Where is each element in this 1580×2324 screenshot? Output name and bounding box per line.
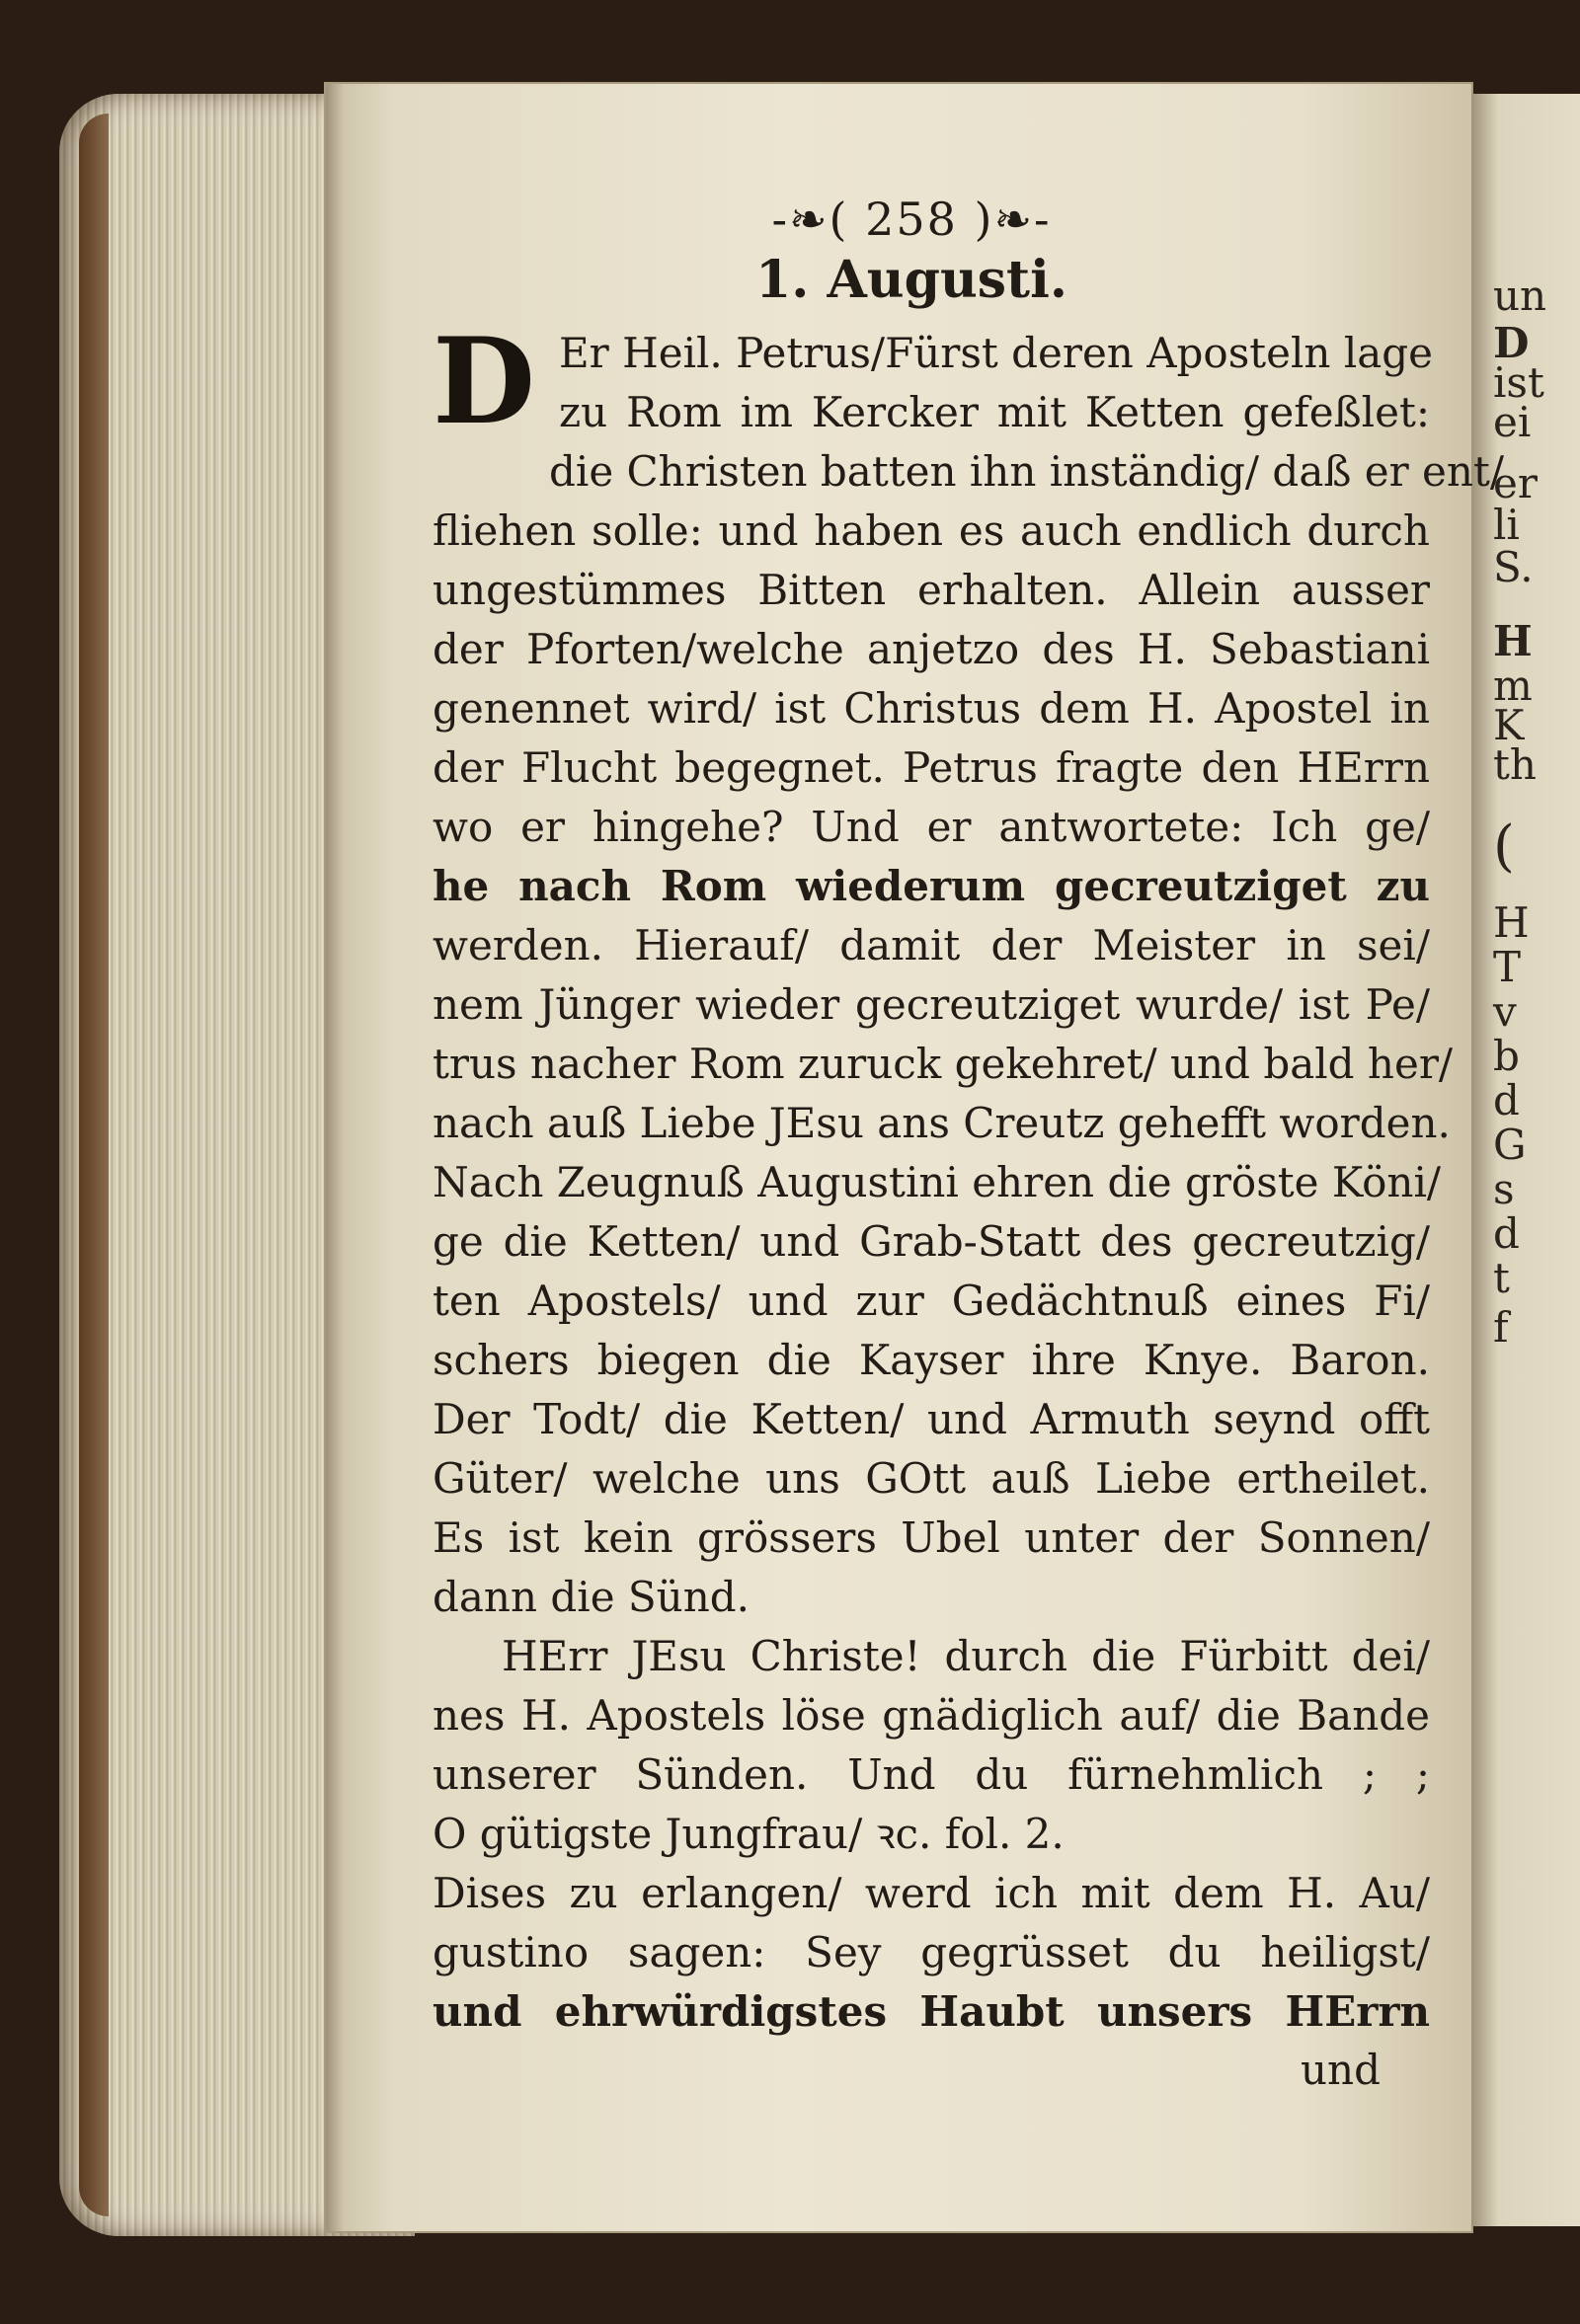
page-title: 1. Augusti. bbox=[755, 250, 1067, 310]
text-line: Der Todt/ die Ketten/ und Armuth seynd offt bbox=[433, 1395, 1430, 1443]
facing-fragment: f bbox=[1493, 1303, 1509, 1352]
text-line: he nach Rom wiederum gecreutziget zu bbox=[433, 862, 1430, 910]
opening-paragraph bbox=[433, 312, 1504, 1627]
text-line: fliehen solle: und haben es auch endlich durch bbox=[433, 506, 1430, 555]
text-line: unserer Sünden. Und du fürnehmlich ; ; bbox=[433, 1750, 1430, 1799]
drop-cap: D bbox=[433, 312, 536, 451]
facing-fragment: er bbox=[1493, 459, 1538, 507]
facing-fragment: ei bbox=[1493, 398, 1532, 446]
closing-paragraph bbox=[433, 1864, 1430, 2042]
text-line: genennet wird/ ist Christus dem H. Apostel in bbox=[433, 684, 1430, 733]
text-line: Nach Zeugnuß Augustini ehren die gröste Köni/ bbox=[433, 1158, 1442, 1206]
page-gutter-shadow bbox=[326, 84, 344, 2231]
facing-fragment: S. bbox=[1493, 543, 1534, 591]
facing-fragment: th bbox=[1493, 740, 1537, 789]
text-line: trus nacher Rom zuruck gekehret/ und bald her/ bbox=[433, 1040, 1454, 1088]
text-line: Es ist kein grössers Ubel unter der Sonnen/ bbox=[433, 1513, 1430, 1562]
facing-fragment: v bbox=[1493, 987, 1517, 1036]
facing-fragment: un bbox=[1493, 271, 1547, 320]
facing-fragment: d bbox=[1493, 1076, 1520, 1124]
text-line: werden. Hierauf/ damit der Meister in sei/ bbox=[433, 921, 1430, 969]
catchword: und bbox=[1301, 2046, 1381, 2094]
text-line: dann die Sünd. bbox=[433, 1573, 750, 1621]
facing-fragment: K bbox=[1493, 701, 1525, 749]
facing-fragment: b bbox=[1493, 1032, 1520, 1080]
text-line: O gütigste Jungfrau/ ꝛc. fol. 2. bbox=[433, 1810, 1065, 1858]
facing-fragment: ( bbox=[1493, 814, 1515, 879]
facing-fragment: m bbox=[1493, 661, 1533, 710]
facing-fragment: li bbox=[1493, 501, 1520, 549]
page-text bbox=[433, 193, 1504, 2094]
text-line: Er Heil. Petrus/Fürst deren Aposteln lage bbox=[559, 329, 1434, 377]
facing-fragment: H bbox=[1493, 617, 1533, 665]
text-line: der Flucht begegnet. Petrus fragte den HErrn bbox=[433, 743, 1430, 792]
text-line: wo er hingehe? Und er antwortete: Ich ge/ bbox=[433, 803, 1430, 851]
page-number: -❧( 258 )❧- bbox=[771, 193, 1052, 246]
prayer-paragraph bbox=[433, 1627, 1430, 1864]
facing-page-edge bbox=[1471, 94, 1580, 2226]
text-line: ten Apostels/ und zur Gedächtnuß eines Fi/ bbox=[433, 1277, 1430, 1325]
text-line: ungestümmes Bitten erhalten. Allein ausser bbox=[433, 566, 1430, 614]
facing-fragment: ist bbox=[1493, 358, 1544, 407]
text-line: nem Jünger wieder gecreutziget wurde/ ist Pe/ bbox=[433, 980, 1430, 1029]
text-line: und ehrwürdigstes Haubt unsers HErrn bbox=[433, 1987, 1430, 2036]
facing-fragment: H bbox=[1493, 898, 1530, 947]
facing-fragment: d bbox=[1493, 1209, 1520, 1258]
facing-fragment: D bbox=[1493, 319, 1530, 367]
text-line: Dises zu erlangen/ werd ich mit dem H. Au/ bbox=[433, 1869, 1430, 1917]
text-line: der Pforten/welche anjetzo des H. Sebastiani bbox=[433, 625, 1430, 673]
text-line: die Christen batten ihn inständig/ daß er ent/ bbox=[549, 447, 1504, 496]
facing-fragment: s bbox=[1493, 1165, 1515, 1213]
text-line: ge die Ketten/ und Grab-Statt des gecreutzig/ bbox=[433, 1217, 1430, 1266]
text-line: nach auß Liebe JEsu ans Creutz gehefft worden. bbox=[433, 1099, 1451, 1147]
text-line: gustino sagen: Sey gegrüsset du heiligst/ bbox=[433, 1928, 1430, 1976]
text-line: HErr JEsu Christe! durch die Fürbitt dei/ bbox=[502, 1632, 1430, 1680]
text-line: nes H. Apostels löse gnädiglich auf/ die Bande bbox=[433, 1691, 1430, 1740]
text-line: zu Rom im Kercker mit Ketten gefeßlet: bbox=[559, 388, 1430, 436]
facing-fragment: t bbox=[1493, 1254, 1510, 1302]
facing-fragment: G bbox=[1493, 1121, 1527, 1169]
facing-fragment: T bbox=[1493, 943, 1522, 991]
text-line: Güter/ welche uns GOtt auß Liebe ertheilet. bbox=[433, 1454, 1430, 1503]
text-line: schers biegen die Kayser ihre Knye. Baron. bbox=[433, 1336, 1430, 1384]
